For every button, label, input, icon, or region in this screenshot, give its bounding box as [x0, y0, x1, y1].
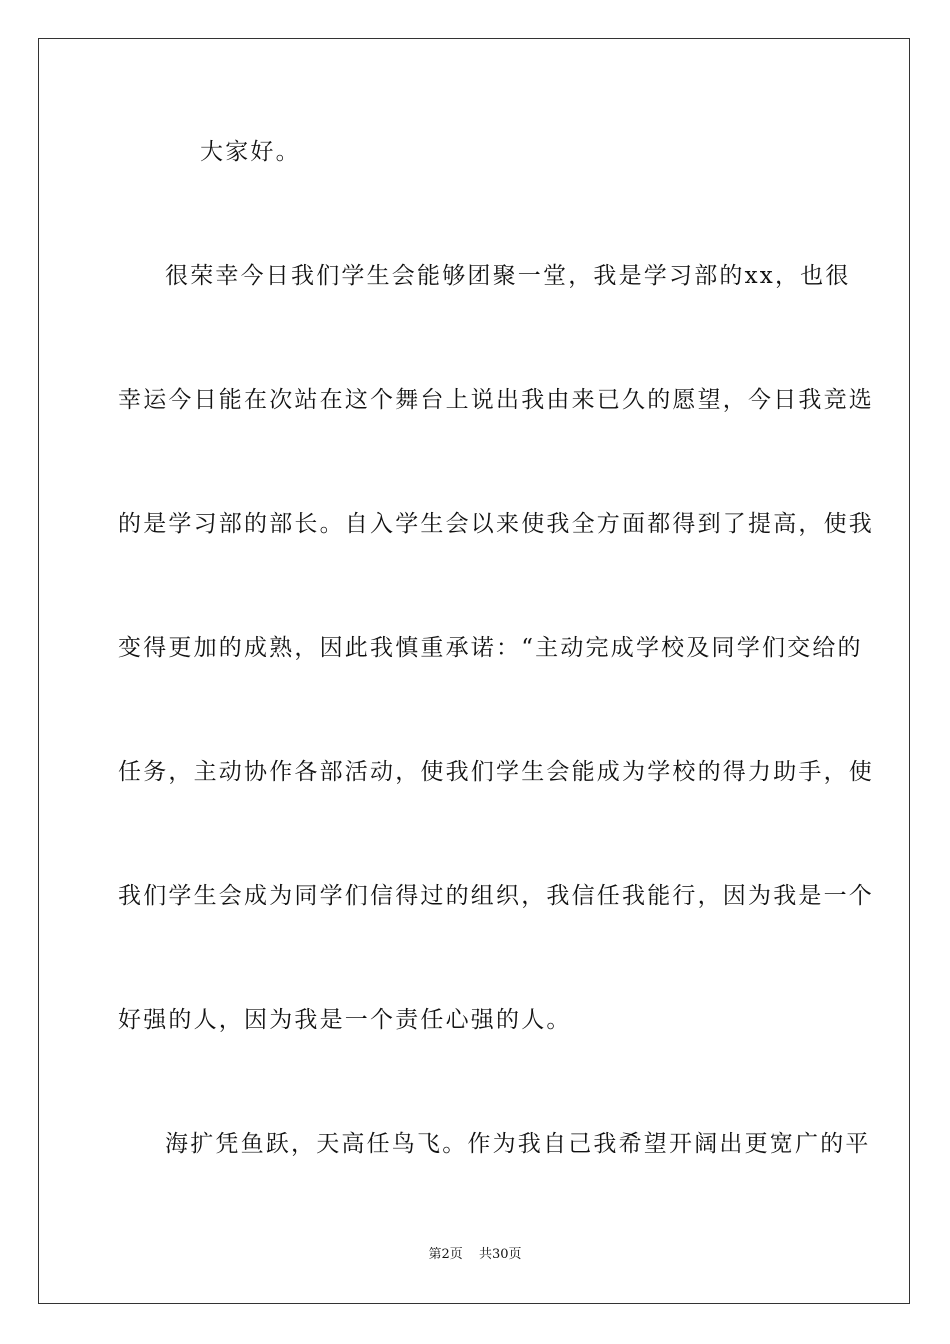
- paragraph-line-8: 海扩凭鱼跃，天高任鸟飞。作为我自己我希望开阔出更宽广的平: [165, 1131, 871, 1157]
- page-number: 第2页: [428, 1247, 463, 1262]
- paragraph-line-2: 幸运今日能在次站在这个舞台上说出我由来已久的愿望，今日我竞选: [118, 387, 874, 413]
- page-border: [38, 38, 910, 1304]
- total-pages: 共30页: [478, 1247, 522, 1262]
- paragraph-line-1: 很荣幸今日我们学生会能够团聚一堂，我是学习部的xx，也很: [165, 263, 851, 289]
- paragraph-line-6: 我们学生会成为同学们信得过的组织，我信任我能行，因为我是一个: [118, 883, 874, 909]
- paragraph-line-5: 任务，主动协作各部活动，使我们学生会能成为学校的得力助手，使: [118, 759, 874, 785]
- page-footer: [0, 1246, 950, 1264]
- paragraph-line-4: 变得更加的成熟，因此我慎重承诺：“主动完成学校及同学们交给的: [118, 635, 863, 661]
- paragraph-greeting: 大家好。: [200, 139, 301, 165]
- paragraph-line-7: 好强的人，因为我是一个责任心强的人。: [118, 1007, 572, 1033]
- paragraph-line-3: 的是学习部的部长。自入学生会以来使我全方面都得到了提高，使我: [118, 511, 874, 537]
